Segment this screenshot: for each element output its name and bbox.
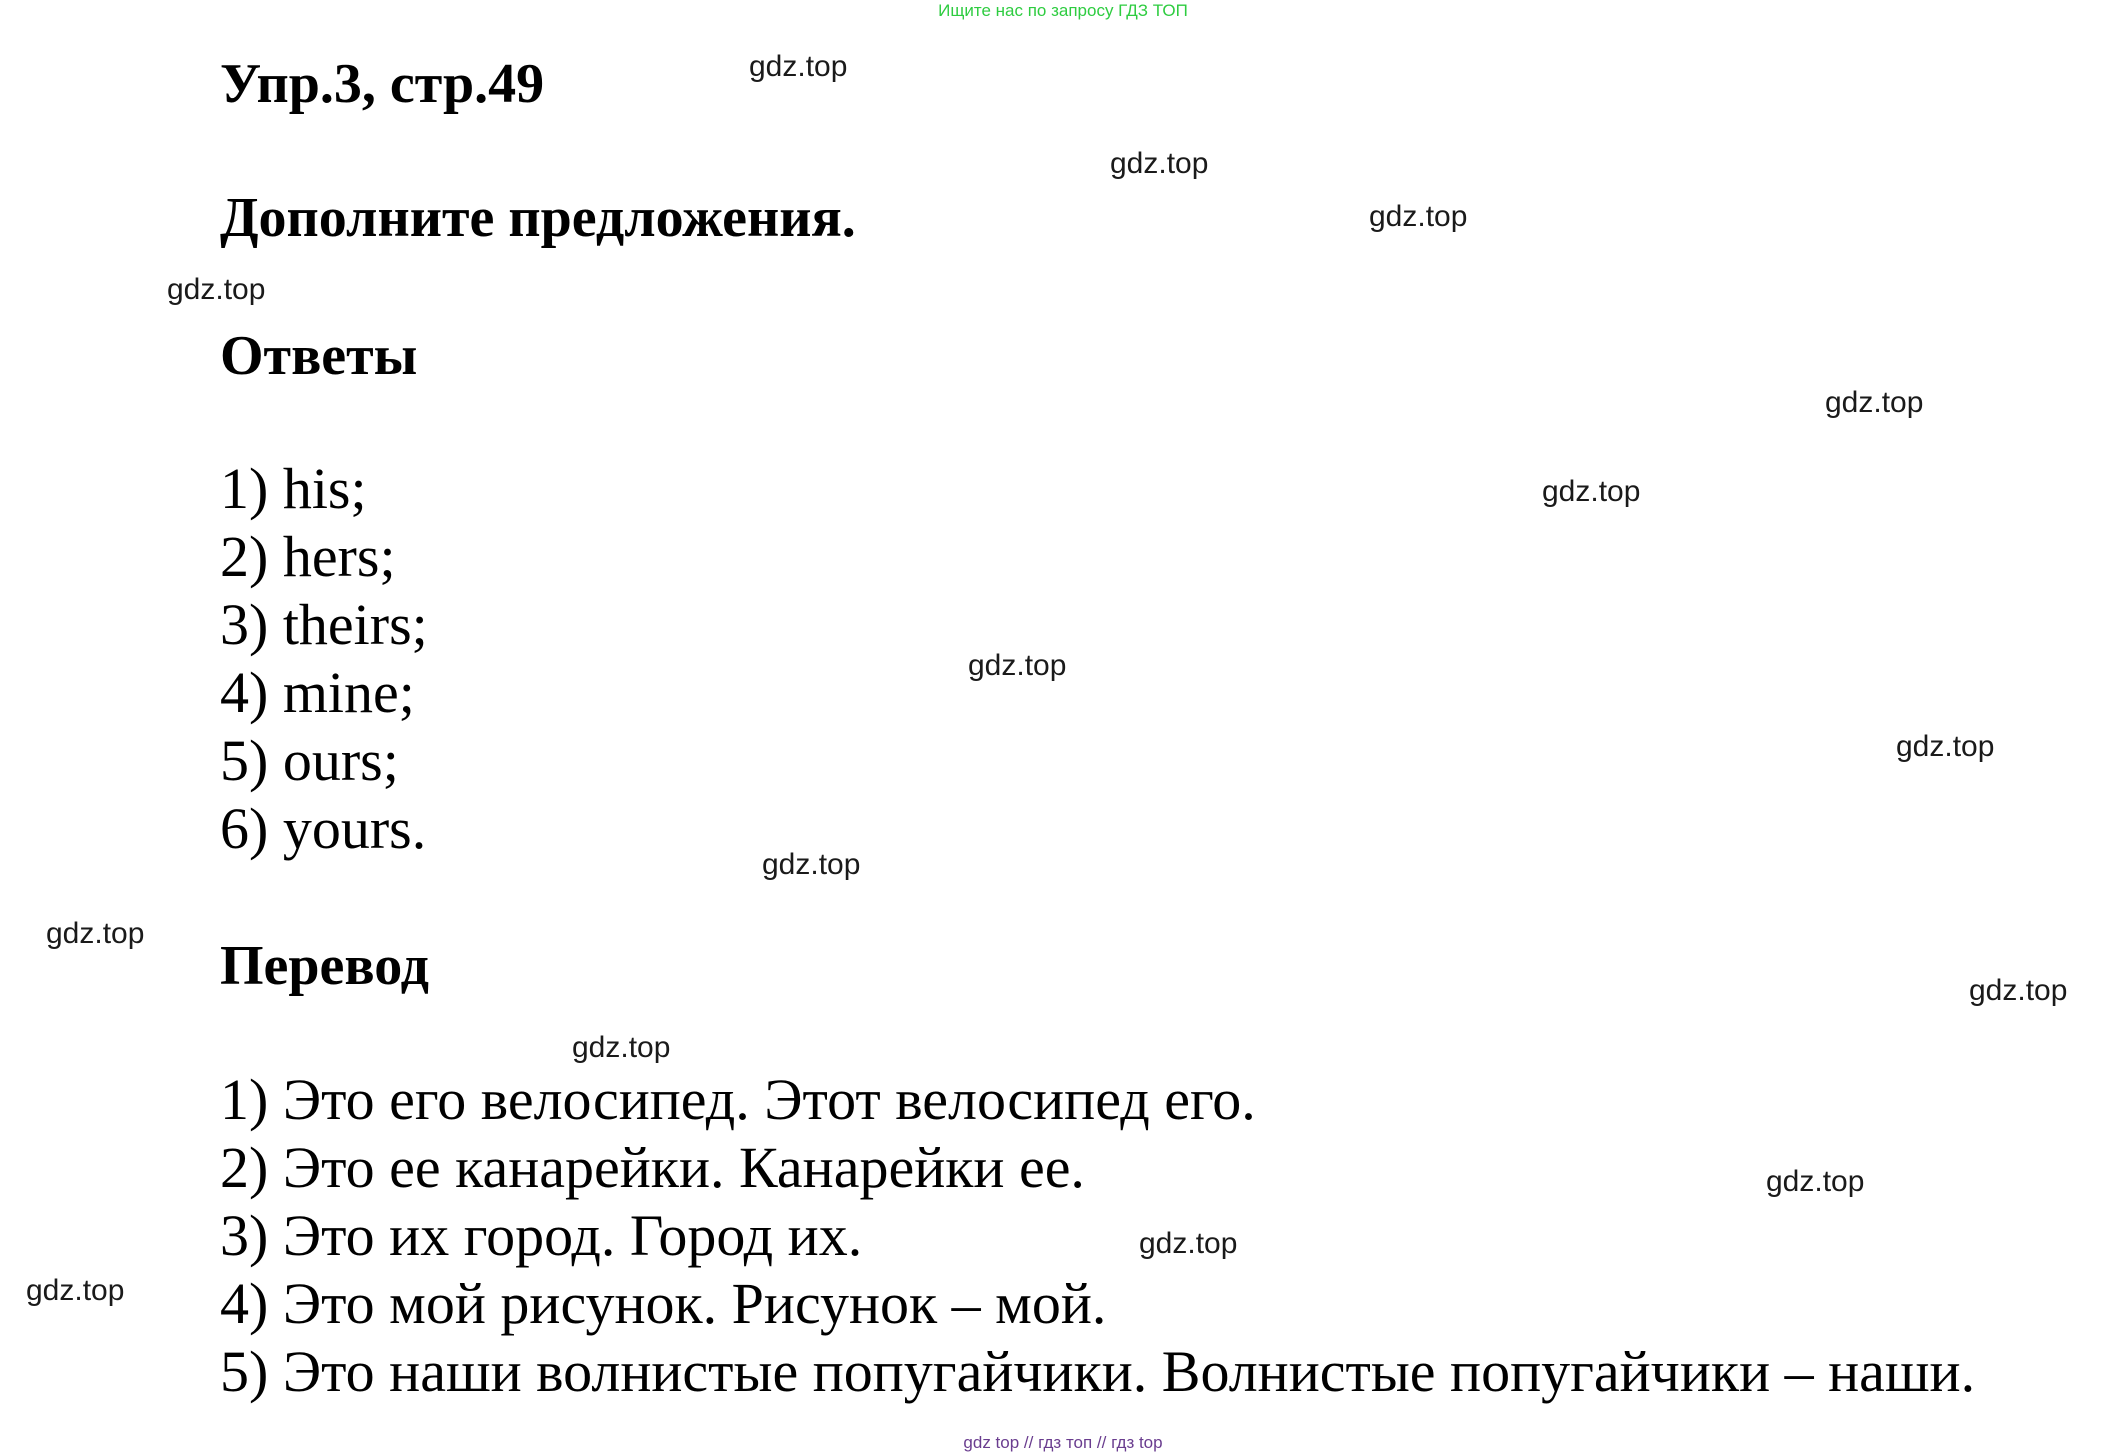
watermark: gdz.top [1369,200,1468,233]
watermark: gdz.top [1110,147,1209,180]
answer-item: 2) hers; [220,524,396,589]
watermark: gdz.top [167,273,266,306]
watermark: gdz.top [572,1031,671,1064]
watermark: gdz.top [1139,1227,1238,1260]
answers-heading: Ответы [220,325,418,387]
answer-item: 3) theirs; [220,592,428,657]
answers-list [220,455,428,863]
translation-item: 3) Это их город. Город их. [220,1203,863,1268]
page-title: Упр.3, стр.49 [220,53,545,115]
answer-item: 6) yours. [220,796,427,861]
translation-list [220,1066,1975,1406]
top-banner: Ищите нас по запросу ГДЗ ТОП [938,1,1188,20]
answer-item: 1) his; [220,456,367,521]
watermark: gdz.top [1766,1165,1865,1198]
translation-item: 1) Это его велосипед. Этот велосипед его. [220,1067,1256,1132]
translation-item: 5) Это наши волнистые попугайчики. Волнистые попугайчики – наши. [220,1339,1976,1404]
translation-item: 4) Это мой рисунок. Рисунок – мой. [220,1271,1107,1336]
answer-item: 5) ours; [220,728,399,793]
watermark: gdz.top [1825,386,1924,419]
watermark: gdz.top [26,1274,125,1307]
watermark: gdz.top [968,649,1067,682]
translation-item: 2) Это ее канарейки. Канарейки ее. [220,1135,1085,1200]
footer-watermark: gdz top // гдз топ // гдз top [963,1433,1163,1452]
answer-item: 4) mine; [220,660,415,725]
task-instruction: Дополните предложения. [220,187,856,249]
translation-heading: Перевод [220,935,429,997]
watermark: gdz.top [1969,974,2068,1007]
watermark: gdz.top [1896,730,1995,763]
watermark: gdz.top [1542,475,1641,508]
watermark: gdz.top [46,917,145,950]
watermark: gdz.top [762,848,861,881]
watermark: gdz.top [749,50,848,83]
